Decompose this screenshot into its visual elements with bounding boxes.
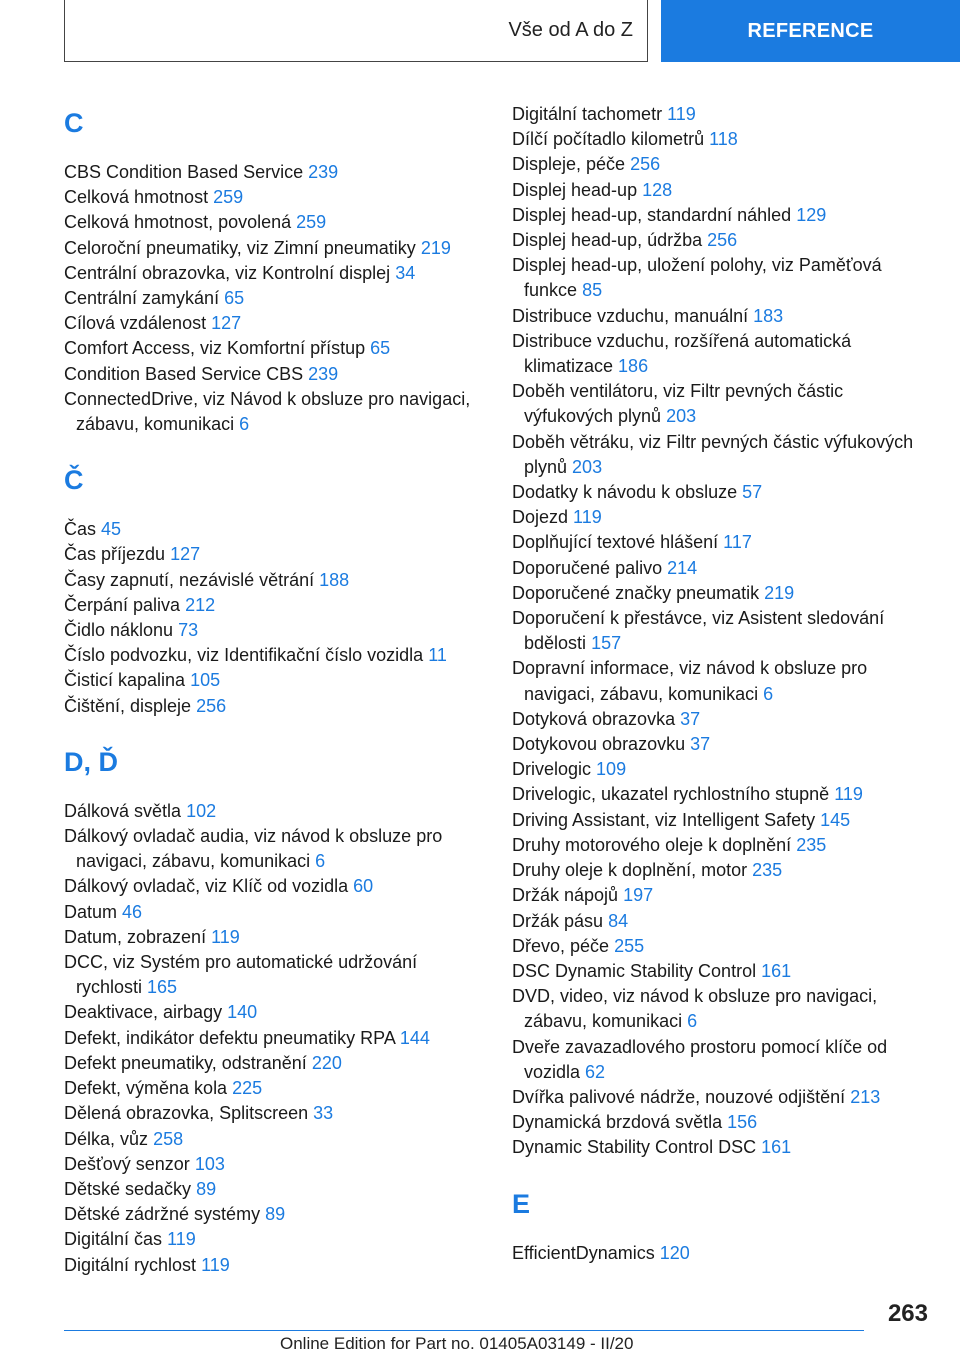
index-entry bbox=[512, 808, 930, 833]
page-reference-link[interactable]: 225 bbox=[232, 1078, 263, 1099]
index-entry bbox=[512, 883, 930, 908]
index-entry-text: Digitální tachometr bbox=[512, 104, 663, 124]
page-reference-link[interactable]: 119 bbox=[167, 1229, 196, 1250]
index-entry-text: Condition Based Service CBS bbox=[64, 363, 304, 384]
page-reference-link[interactable]: 33 bbox=[313, 1103, 334, 1124]
index-entry bbox=[64, 311, 474, 336]
page-reference-link[interactable]: 235 bbox=[752, 860, 783, 881]
index-entry-text: Čisticí kapalina bbox=[64, 670, 186, 691]
index-entry bbox=[64, 1076, 474, 1101]
index-entry-text: Dojezd bbox=[512, 507, 569, 528]
index-entry bbox=[64, 824, 474, 874]
section-letter-heading: E bbox=[512, 1188, 531, 1219]
index-entry bbox=[512, 959, 930, 984]
index-entry-text: Dotyková obrazovka bbox=[512, 708, 676, 729]
index-entry bbox=[64, 286, 474, 311]
page-reference-link[interactable]: 144 bbox=[399, 1027, 430, 1048]
page-reference-link[interactable]: 89 bbox=[265, 1204, 286, 1225]
index-entry bbox=[64, 362, 474, 387]
index-entry-text: Doběh ventilátoru, viz Filtr pevných částic výfukových plynů bbox=[512, 381, 844, 427]
page-reference-link[interactable]: 6 bbox=[239, 414, 250, 435]
page-reference-link[interactable]: 119 bbox=[211, 926, 240, 947]
index-entry bbox=[64, 387, 474, 437]
index-entry-text: Doplňující textové hlášení bbox=[512, 532, 719, 553]
index-entry-text: Doporučené palivo bbox=[512, 557, 663, 578]
index-entry bbox=[64, 643, 474, 668]
index-entry-text: Dřevo, péče bbox=[512, 935, 610, 956]
index-entry bbox=[512, 606, 930, 656]
page-reference-link[interactable]: 65 bbox=[370, 338, 391, 359]
index-entry-text: Dílčí počítadlo kilometrů bbox=[512, 129, 705, 150]
page-reference-link[interactable]: 165 bbox=[147, 977, 178, 998]
index-entry bbox=[512, 430, 930, 480]
footer-divider bbox=[64, 1330, 864, 1331]
page-reference-link[interactable]: 145 bbox=[820, 809, 851, 830]
index-entry bbox=[512, 228, 930, 253]
page-reference-link[interactable]: 161 bbox=[761, 960, 792, 981]
section-gap bbox=[64, 719, 474, 741]
index-entry-text: Datum, zobrazení bbox=[64, 926, 207, 947]
index-entry bbox=[512, 858, 930, 883]
page-reference-link[interactable]: 65 bbox=[224, 288, 245, 309]
page-reference-link[interactable]: 235 bbox=[796, 834, 827, 855]
index-entry-text: EfficientDynamics bbox=[512, 1242, 655, 1263]
page-reference-link[interactable]: 220 bbox=[311, 1052, 342, 1073]
index-entry-text: Displej head-up, uložení polohy, viz Paměťová funkce bbox=[512, 255, 882, 301]
index-entry-text: Cílová vzdálenost bbox=[64, 313, 207, 334]
index-entry-text: Displej head-up, údržba bbox=[512, 230, 703, 251]
index-entry-text: Druhy motorového oleje k doplnění bbox=[512, 834, 792, 855]
index-entry-text: Číslo podvozku, viz Identifikační číslo vozidla bbox=[64, 645, 424, 666]
section-gap bbox=[512, 1161, 930, 1183]
page-reference-link[interactable]: 156 bbox=[727, 1112, 758, 1133]
page-reference-link[interactable]: 256 bbox=[630, 154, 661, 175]
index-entry bbox=[512, 329, 930, 379]
page-reference-link[interactable]: 6 bbox=[315, 851, 326, 872]
index-entry-text: Dodatky k návodu k obsluze bbox=[512, 482, 738, 503]
index-entry-text: Dělená obrazovka, Splitscreen bbox=[64, 1103, 309, 1124]
index-entry bbox=[512, 1135, 930, 1160]
index-entry-text: Doporučení k přestávce, viz Asistent sledování bdělosti bbox=[512, 608, 885, 654]
index-entry-text: Defekt, indikátor defektu pneumatiky RPA bbox=[64, 1027, 395, 1048]
index-entry bbox=[64, 236, 474, 261]
page-reference-link[interactable]: 119 bbox=[573, 507, 602, 528]
chapter-tab-label: REFERENCE bbox=[747, 19, 874, 42]
index-entry bbox=[64, 1202, 474, 1227]
index-entry-text: Celková hmotnost bbox=[64, 187, 209, 208]
index-entry-text: Čerpání paliva bbox=[64, 594, 181, 615]
index-entry bbox=[512, 909, 930, 934]
page-reference-link[interactable]: 120 bbox=[659, 1242, 690, 1263]
page-reference-link[interactable]: 214 bbox=[667, 557, 698, 578]
index-entry bbox=[64, 1000, 474, 1025]
index-entry bbox=[512, 732, 930, 757]
index-entry bbox=[64, 542, 474, 567]
index-entry bbox=[64, 336, 474, 361]
page-reference-link[interactable]: 188 bbox=[319, 569, 350, 590]
index-entry-text: Displej head-up, standardní náhled bbox=[512, 204, 792, 225]
index-entry-text: Čas příjezdu bbox=[64, 544, 166, 565]
index-entry-text: Centrální zamykání bbox=[64, 288, 220, 309]
page-reference-link[interactable]: 119 bbox=[201, 1254, 230, 1275]
index-entry-text: Centrální obrazovka, viz Kontrolní displej bbox=[64, 262, 391, 283]
index-entry-text: Defekt pneumatiky, odstranění bbox=[64, 1052, 307, 1073]
index-entry bbox=[512, 178, 930, 203]
index-entry-text: Deaktivace, airbagy bbox=[64, 1002, 223, 1023]
index-entry-text: Dálkový ovladač audia, viz návod k obsluze pro navigaci, zábavu, komunikaci bbox=[64, 826, 443, 872]
index-entry-text: Dveře zavazadlového prostoru pomocí klíče od vozidla bbox=[512, 1036, 888, 1082]
index-entry bbox=[64, 1051, 474, 1076]
index-entry-text: DSC Dynamic Stability Control bbox=[512, 960, 757, 981]
index-entry-text: Dynamic Stability Control DSC bbox=[512, 1137, 757, 1158]
index-entry-text: Dálková světla bbox=[64, 800, 182, 821]
index-entry bbox=[512, 505, 930, 530]
page-number: 263 bbox=[887, 1300, 928, 1327]
page-reference-link[interactable]: 6 bbox=[687, 1011, 698, 1032]
page-reference-link[interactable]: 259 bbox=[296, 212, 327, 233]
index-entry-text: Dálkový ovladač, viz Klíč od vozidla bbox=[64, 876, 349, 897]
page-reference-link[interactable]: 11 bbox=[428, 645, 447, 666]
edition-footer: Online Edition for Part no. 01405A03149 - II/20 bbox=[280, 1334, 634, 1353]
page-reference-link[interactable]: 203 bbox=[572, 456, 603, 477]
page-reference-link[interactable]: 46 bbox=[122, 901, 143, 922]
index-entry-text: Displej head-up bbox=[512, 179, 638, 200]
page-reference-link[interactable]: 219 bbox=[764, 582, 795, 603]
index-entry bbox=[512, 304, 930, 329]
index-entry bbox=[512, 480, 930, 505]
chapter-tab[interactable] bbox=[661, 0, 960, 62]
page-reference-link[interactable]: 197 bbox=[623, 885, 654, 906]
index-entry-text: Dvířka palivové nádrže, nouzové odjištění bbox=[512, 1086, 846, 1107]
index-column-right bbox=[512, 102, 930, 1266]
index-entry-text: Distribuce vzduchu, manuální bbox=[512, 305, 749, 326]
index-entry-text: Dešťový senzor bbox=[64, 1153, 190, 1174]
index-entry bbox=[64, 925, 474, 950]
index-entry-text: Driving Assistant, viz Intelligent Safety bbox=[512, 809, 816, 830]
index-entry bbox=[512, 833, 930, 858]
page-reference-link[interactable]: 239 bbox=[308, 162, 339, 182]
index-entry bbox=[64, 668, 474, 693]
index-entry-text: Držák pásu bbox=[512, 910, 604, 931]
index-entry bbox=[64, 1127, 474, 1152]
index-entry-text: Dětské zádržné systémy bbox=[64, 1204, 261, 1225]
index-entry bbox=[512, 782, 930, 807]
index-entry bbox=[512, 581, 930, 606]
index-entry bbox=[64, 900, 474, 925]
page-reference-link[interactable]: 45 bbox=[101, 519, 122, 540]
index-entry bbox=[512, 102, 930, 127]
index-entry bbox=[64, 1227, 474, 1252]
index-entry bbox=[64, 1026, 474, 1051]
index-entry bbox=[512, 1035, 930, 1085]
page-reference-link[interactable]: 127 bbox=[170, 544, 201, 565]
index-entry bbox=[512, 1241, 930, 1266]
index-entry bbox=[64, 1253, 474, 1278]
index-entry-text: Dopravní informace, viz návod k obsluze pro navigaci, zábavu, komunikaci bbox=[512, 658, 868, 704]
index-entry-text: DCC, viz Systém pro automatické udržování rychlosti bbox=[64, 952, 418, 998]
page-reference-link[interactable]: 129 bbox=[796, 204, 827, 225]
index-entry-text: Datum bbox=[64, 901, 118, 922]
index-entry-text: ConnectedDrive, viz Návod k obsluze pro navigaci, zábavu, komunikaci bbox=[64, 388, 471, 435]
index-entry bbox=[64, 694, 474, 719]
index-entry bbox=[512, 203, 930, 228]
index-entry bbox=[64, 1152, 474, 1177]
page-reference-link[interactable]: 37 bbox=[690, 734, 711, 755]
section-tab[interactable] bbox=[64, 0, 648, 62]
index-entry-text: Dětské sedačky bbox=[64, 1178, 192, 1199]
page-reference-link[interactable]: 103 bbox=[194, 1153, 225, 1174]
page-reference-link[interactable]: 203 bbox=[666, 406, 697, 427]
index-entry-text: Distribuce vzduchu, rozšířená automatická klimatizace bbox=[512, 330, 852, 377]
index-column-left bbox=[64, 102, 474, 1278]
index-entry bbox=[512, 530, 930, 555]
page-reference-link[interactable]: 6 bbox=[763, 683, 774, 704]
page-reference-link[interactable]: 213 bbox=[850, 1086, 881, 1107]
page-reference-link[interactable]: 119 bbox=[667, 104, 696, 124]
index-entry bbox=[512, 934, 930, 959]
page-reference-link[interactable]: 37 bbox=[680, 708, 701, 729]
index-entry-text: Defekt, výměna kola bbox=[64, 1078, 228, 1099]
index-entry-text: Drivelogic bbox=[512, 759, 592, 780]
page-reference-link[interactable]: 84 bbox=[608, 910, 629, 931]
page-reference-link[interactable]: 157 bbox=[591, 633, 622, 654]
index-entry bbox=[512, 707, 930, 732]
page-reference-link[interactable]: 258 bbox=[153, 1128, 184, 1149]
index-entry bbox=[512, 757, 930, 782]
page-reference-link[interactable]: 34 bbox=[395, 262, 416, 283]
page-reference-link[interactable]: 259 bbox=[213, 187, 244, 208]
page-reference-link[interactable]: 60 bbox=[353, 876, 374, 897]
index-entry bbox=[512, 127, 930, 152]
page-reference-link[interactable]: 212 bbox=[185, 594, 216, 615]
index-entry bbox=[512, 152, 930, 177]
index-entry-text: Digitální rychlost bbox=[64, 1254, 197, 1275]
page-reference-link[interactable]: 118 bbox=[709, 129, 738, 150]
index-entry-text: Drivelogic, ukazatel rychlostního stupně bbox=[512, 784, 830, 805]
index-entry bbox=[512, 379, 930, 429]
page-reference-link[interactable]: 117 bbox=[723, 532, 752, 553]
page-reference-link[interactable]: 127 bbox=[211, 313, 242, 334]
index-entry bbox=[64, 618, 474, 643]
page-reference-link[interactable]: 256 bbox=[707, 230, 738, 251]
page-reference-link[interactable]: 73 bbox=[178, 620, 199, 641]
index-entry bbox=[64, 799, 474, 824]
index-entry-text: Dynamická brzdová světla bbox=[512, 1112, 723, 1133]
index-entry bbox=[512, 984, 930, 1034]
index-entry bbox=[64, 210, 474, 235]
page-reference-link[interactable]: 85 bbox=[582, 280, 603, 301]
index-entry bbox=[64, 593, 474, 618]
index-entry bbox=[64, 160, 474, 185]
index-entry-text: Celoroční pneumatiky, viz Zimní pneumatiky bbox=[64, 237, 416, 258]
index-entry bbox=[64, 874, 474, 899]
page-reference-link[interactable]: 255 bbox=[614, 935, 645, 956]
index-entry-text: Držák nápojů bbox=[512, 885, 619, 906]
index-entry-text: Digitální čas bbox=[64, 1229, 163, 1250]
index-entry bbox=[64, 517, 474, 542]
index-entry bbox=[512, 1085, 930, 1110]
index-entry bbox=[64, 261, 474, 286]
index-entry bbox=[512, 556, 930, 581]
index-entry bbox=[512, 1110, 930, 1135]
page-reference-link[interactable]: 219 bbox=[420, 237, 451, 258]
page-reference-link[interactable]: 186 bbox=[618, 356, 649, 377]
section-letter-heading: Č bbox=[64, 465, 84, 496]
index-entry bbox=[64, 568, 474, 593]
index-entry-text: Displeje, péče bbox=[512, 154, 626, 175]
index-entry bbox=[64, 1101, 474, 1126]
index-entry-text: Dotykovou obrazovku bbox=[512, 734, 686, 755]
index-entry bbox=[512, 253, 930, 303]
section-letter-heading: D, Ď bbox=[64, 746, 118, 777]
page-header bbox=[0, 0, 960, 66]
index-entry-text: Čas bbox=[64, 519, 97, 540]
page-reference-link[interactable]: 239 bbox=[308, 363, 339, 384]
index-entry-text: Druhy oleje k doplnění, motor bbox=[512, 860, 748, 881]
page-reference-link[interactable]: 128 bbox=[642, 179, 673, 200]
page-reference-link[interactable]: 105 bbox=[190, 670, 221, 691]
page-reference-link[interactable]: 140 bbox=[227, 1002, 258, 1023]
index-entry-text: DVD, video, viz návod k obsluze pro navigaci, zábavu, komunikaci bbox=[512, 986, 878, 1032]
index-entry-text: Celková hmotnost, povolená bbox=[64, 212, 292, 233]
page-reference-link[interactable]: 119 bbox=[834, 784, 863, 805]
page-reference-link[interactable]: 102 bbox=[186, 800, 217, 821]
index-entry bbox=[64, 1177, 474, 1202]
index-entry-text: CBS Condition Based Service bbox=[64, 162, 304, 182]
page-reference-link[interactable]: 183 bbox=[753, 305, 784, 326]
page-reference-link[interactable]: 57 bbox=[742, 482, 763, 503]
page-reference-link[interactable]: 256 bbox=[196, 695, 227, 716]
section-gap bbox=[64, 437, 474, 459]
index-entry-text: Comfort Access, viz Komfortní přístup bbox=[64, 338, 366, 359]
index-entry bbox=[64, 185, 474, 210]
index-entry-text: Čištění, displeje bbox=[64, 695, 192, 716]
index-entry bbox=[512, 656, 930, 706]
page-reference-link[interactable]: 109 bbox=[596, 759, 627, 780]
index-entry-text: Časy zapnutí, nezávislé větrání bbox=[64, 569, 315, 590]
index-entry bbox=[64, 950, 474, 1000]
page-reference-link[interactable]: 89 bbox=[196, 1178, 217, 1199]
index-entry-text: Doporučené značky pneumatik bbox=[512, 582, 760, 603]
index-entry-text: Čidlo náklonu bbox=[64, 620, 174, 641]
section-tab-label: Vše od A do Z bbox=[508, 19, 633, 41]
page-reference-link[interactable]: 161 bbox=[761, 1137, 792, 1158]
index-entry-text: Doběh větráku, viz Filtr pevných částic výfukových plynů bbox=[512, 431, 914, 477]
page-reference-link[interactable]: 62 bbox=[585, 1061, 606, 1082]
index-entry-text: Délka, vůz bbox=[64, 1128, 149, 1149]
section-letter-heading: C bbox=[64, 108, 84, 138]
